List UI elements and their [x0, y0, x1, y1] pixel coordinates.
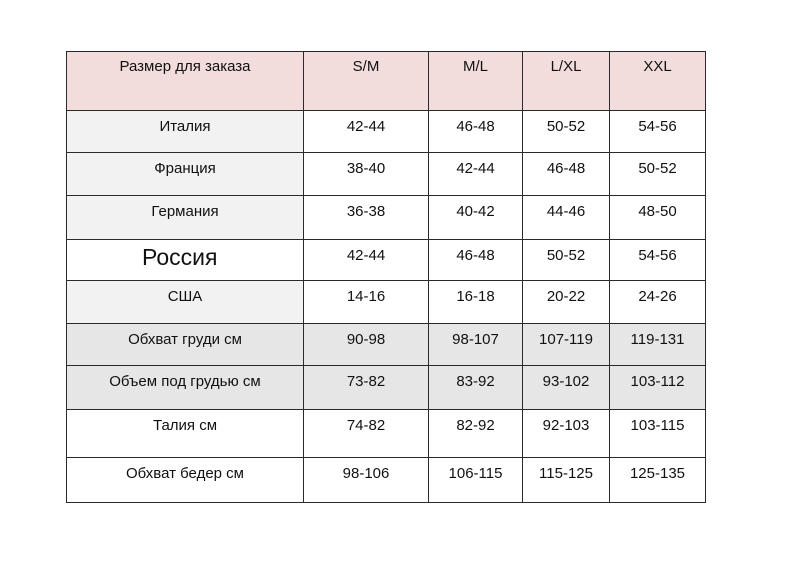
value: 46-48 [546, 160, 586, 177]
value-cell [523, 324, 610, 366]
row-label: Обхват груди см [128, 331, 242, 348]
value: 46-48 [456, 118, 495, 135]
value: 48-50 [638, 203, 677, 220]
header-size: S/M [352, 58, 380, 75]
value: 50-52 [546, 247, 586, 264]
value-cell [304, 240, 429, 281]
value-cell [304, 281, 429, 324]
header-row [67, 52, 706, 111]
value: 40-42 [456, 203, 495, 220]
table-row [67, 410, 706, 458]
row-label: Италия [159, 118, 211, 135]
value-cell [610, 196, 706, 240]
value-cell [610, 410, 706, 458]
value-cell [610, 458, 706, 503]
value: 106-115 [448, 465, 503, 482]
row-label-cell [67, 281, 304, 324]
table-row [67, 196, 706, 240]
value: 115-125 [539, 465, 593, 482]
header-label: Размер для заказа [119, 58, 251, 75]
value: 103-115 [630, 417, 685, 434]
value: 83-92 [456, 373, 495, 390]
value-cell [429, 240, 523, 281]
value: 42-44 [346, 118, 386, 135]
value: 92-103 [542, 417, 590, 434]
row-label: Обхват бедер см [126, 465, 244, 482]
value: 14-16 [346, 288, 386, 305]
row-label: Франция [154, 160, 216, 177]
row-label: США [167, 288, 203, 305]
value-cell [304, 111, 429, 153]
row-label-cell [67, 240, 304, 281]
value: 54-56 [638, 118, 677, 135]
value-cell [610, 111, 706, 153]
table-row [67, 324, 706, 366]
row-label-cell [67, 458, 304, 503]
value-cell [523, 240, 610, 281]
header-size: XXL [643, 58, 672, 75]
header-size-cell [429, 52, 523, 111]
row-label-cell [67, 111, 304, 153]
value: 103-112 [630, 373, 685, 390]
value: 90-98 [346, 331, 386, 348]
value-cell [523, 153, 610, 196]
table-row [67, 111, 706, 153]
header-size-cell [610, 52, 706, 111]
value: 20-22 [546, 288, 586, 305]
value-cell [610, 240, 706, 281]
value: 50-52 [546, 118, 586, 135]
value-cell [610, 281, 706, 324]
header-size-cell [523, 52, 610, 111]
value-cell [610, 366, 706, 410]
value: 36-38 [346, 203, 386, 220]
value: 74-82 [346, 417, 386, 434]
row-label-cell [67, 324, 304, 366]
value-cell [429, 153, 523, 196]
value: 119-131 [630, 331, 685, 348]
value-cell [523, 281, 610, 324]
row-label-cell [67, 153, 304, 196]
value-cell [523, 366, 610, 410]
value: 46-48 [456, 247, 495, 264]
value-cell [610, 324, 706, 366]
value-cell [523, 410, 610, 458]
value-cell [304, 153, 429, 196]
value: 50-52 [638, 160, 677, 177]
size-chart-table [66, 51, 706, 503]
table-row [67, 458, 706, 503]
value-cell [304, 196, 429, 240]
value-cell [304, 366, 429, 410]
value: 107-119 [539, 331, 593, 348]
value-cell [523, 458, 610, 503]
value: 98-106 [342, 465, 390, 482]
value: 98-107 [452, 331, 499, 348]
value-cell [429, 410, 523, 458]
value: 93-102 [542, 373, 590, 390]
table-row [67, 281, 706, 324]
value: 38-40 [346, 160, 386, 177]
value-cell [429, 281, 523, 324]
value-cell [523, 196, 610, 240]
value: 125-135 [629, 465, 686, 482]
value-cell [304, 324, 429, 366]
value-cell [304, 410, 429, 458]
header-size: M/L [462, 58, 488, 75]
value-cell [523, 111, 610, 153]
value-cell [429, 324, 523, 366]
row-label: Талия см [152, 417, 218, 434]
value: 42-44 [346, 247, 386, 264]
value-cell [429, 366, 523, 410]
header-label-cell [67, 52, 304, 111]
value: 24-26 [638, 288, 677, 305]
value: 73-82 [346, 373, 386, 390]
value-cell [429, 196, 523, 240]
table-row [67, 240, 706, 281]
value-cell [610, 153, 706, 196]
value: 82-92 [456, 417, 495, 434]
value: 54-56 [638, 247, 677, 264]
row-label-cell [67, 410, 304, 458]
row-label: Объем под грудью см [109, 373, 261, 390]
row-label-cell [67, 366, 304, 410]
value: 44-46 [546, 203, 586, 220]
value-cell [429, 458, 523, 503]
value: 16-18 [456, 288, 495, 305]
row-label: Россия [142, 244, 218, 270]
value-cell [304, 458, 429, 503]
value: 42-44 [456, 160, 495, 177]
table-row [67, 153, 706, 196]
row-label: Германия [151, 203, 219, 220]
row-label-cell [67, 196, 304, 240]
header-size: L/XL [550, 58, 582, 75]
table-row [67, 366, 706, 410]
header-size-cell [304, 52, 429, 111]
value-cell [429, 111, 523, 153]
